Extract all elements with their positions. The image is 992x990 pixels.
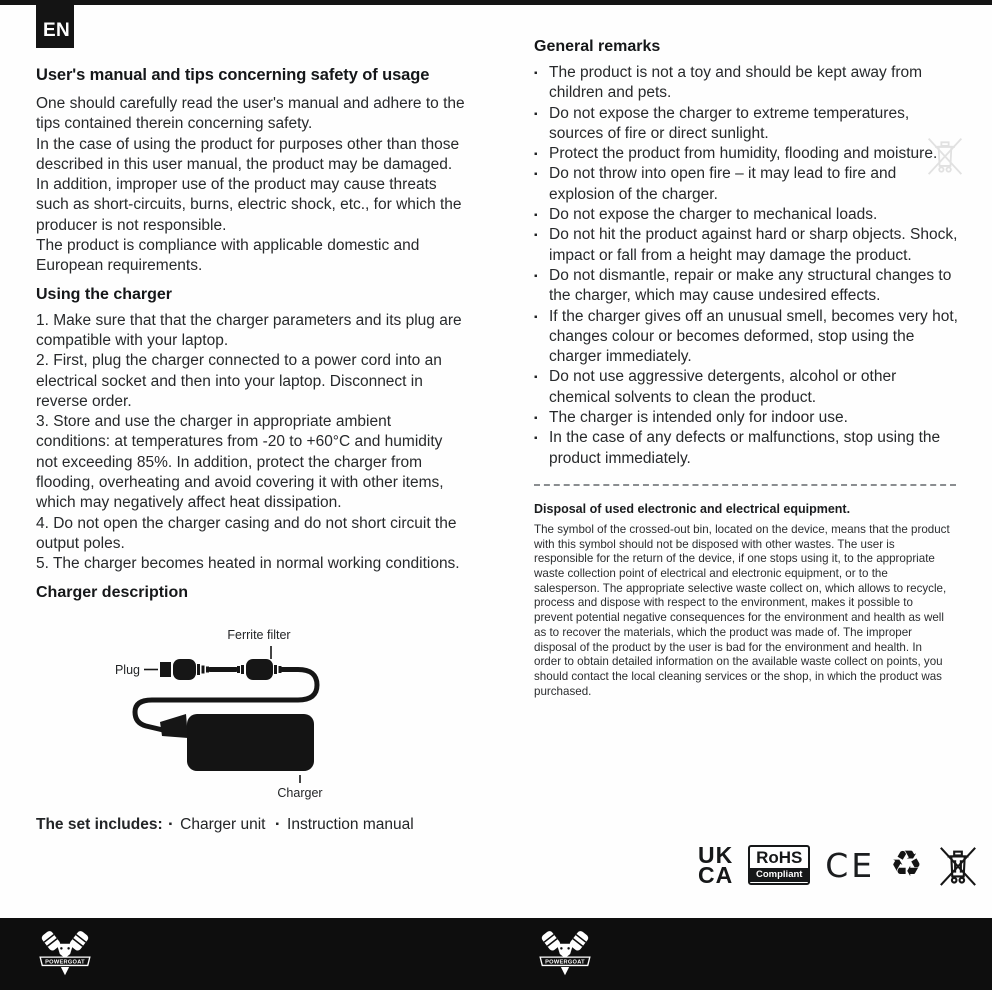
set-includes-items (169, 816, 424, 833)
goat-beard (61, 967, 69, 975)
remark-text: Do not dismantle, repair or make any structural changes to the charger, which may cause undesired effects. (549, 266, 952, 305)
footer-bar (0, 918, 992, 990)
charger-description-heading: Charger description (36, 583, 189, 601)
general-remarks-heading: General remarks (534, 38, 661, 55)
remark-text: The charger is intended only for indoor use. (549, 409, 848, 427)
intro-paragraph (36, 94, 466, 277)
language-badge (36, 5, 74, 48)
remark-item (534, 408, 958, 428)
remark-item (534, 266, 958, 307)
dc-connector (160, 714, 188, 738)
goat-head (557, 944, 574, 958)
ukca-top: UK (698, 842, 734, 868)
charger-brick (187, 714, 314, 771)
set-includes-label: The set includes: (36, 815, 163, 833)
right-column (534, 38, 958, 699)
remark-item (534, 144, 958, 164)
remark-text: Do not expose the charger to mechanical loads. (549, 206, 878, 224)
general-remarks-list (534, 63, 958, 469)
ukca-bottom: CA (698, 862, 734, 888)
powergoat-logo (534, 925, 596, 981)
manual-title: User's manual and tips concerning safety of usage (36, 66, 430, 84)
rohs-compliant-label: Compliant (750, 868, 808, 882)
left-column (36, 66, 466, 834)
intro-line: The product is compliance with applicable domestic and European requirements. (36, 237, 420, 275)
set-item: ▪ Instruction manual (275, 816, 413, 833)
rohs-mark (748, 845, 810, 885)
step-item: 5. The charger becomes heated in normal working conditions. (36, 555, 460, 573)
weee-bin-icon (937, 842, 979, 888)
ferrite-filter-label: Ferrite filter (227, 627, 291, 642)
step-item: 2. First, plug the charger connected to a power cord into an electrical socket and then into your laptop. Disconnect in reverse order. (36, 352, 442, 410)
step-item: 3. Store and use the charger in appropriate ambient conditions: at temperatures from -20 to +60°C and humidity not exceeding 85%. In addition, protect the charger from flooding, overheating and avoid covering it with other items, which may negatively affect heat dissipation. (36, 413, 444, 512)
remark-item (534, 225, 958, 266)
plug-icon (160, 659, 209, 680)
recycle-icon: ♻ (890, 844, 923, 885)
remark-text: Do not hit the product against hard or sharp objects. Shock, impact or fall from a height may damage the product. (549, 226, 958, 264)
plug-label: Plug (114, 662, 140, 677)
remark-text: The product is not a toy and should be kept away from children and pets. (549, 64, 923, 102)
disposal-heading: Disposal of used electronic and electrical equipment. (534, 501, 851, 516)
using-charger-steps (36, 311, 466, 575)
set-includes-line (36, 816, 466, 834)
ferrite-filter-icon (237, 659, 282, 680)
language-badge-label: EN (43, 20, 70, 41)
ce-mark: CE (825, 845, 876, 885)
remark-item (534, 164, 958, 205)
step-item: 1. Make sure that that the charger parameters and its plug are compatible with your laptop. (36, 311, 462, 349)
using-charger-heading: Using the charger (36, 285, 173, 303)
disposal-paragraph: The symbol of the crossed-out bin, located on the device, means that the product with this symbol should not be disposed with other wastes. The user is responsible for the return of the device, if one stops using it, to the appropriate waste collection point of electrical and electronic equipment, or to the salesperson. The appropriate selective waste collect on, which allows to recycle, process and dispose with respect to the environment, makes it possible to prevent potential negative consequences for the environment and health as well as to recover the materials, which the product was made of. The improper disposal of the product by the user is bad for the environment and health. In order to obtain detailed information on the available waste collect on points, you should contact the local cleaning services or the shop, in which the product was purchased. (534, 522, 950, 698)
remark-text: Do not use aggressive detergents, alcohol or other chemical solvents to clean the product. (549, 368, 897, 406)
remark-item (534, 205, 958, 225)
intro-line: In the case of using the product for purposes other than those described in this user manual, the product may be damaged. In addition, improper use of the product may cause threats such as short-circuits, burns, electric shock, etc., for which the producer is not responsible. (36, 135, 462, 234)
goat-head (57, 944, 74, 958)
brand-name: POWERGOAT (545, 959, 585, 966)
remark-text: If the charger gives off an unusual smell, becomes very hot, changes colour or becomes deformed, stop using the charger immediately. (549, 307, 958, 366)
remark-item (534, 104, 958, 145)
certification-badges (698, 842, 979, 888)
remark-text: Do not throw into open fire – it may lead to fire and explosion of the charger. (549, 165, 897, 203)
remark-item (534, 428, 958, 469)
weee-bin-watermark-icon (925, 133, 965, 177)
dashed-divider (534, 484, 956, 486)
charger-label: Charger (277, 785, 323, 800)
remark-item (534, 367, 958, 408)
page-top-edge (0, 0, 992, 5)
remark-text: Do not expose the charger to extreme temperatures, sources of fire or direct sunlight. (549, 104, 910, 142)
ukca-mark (698, 842, 734, 888)
powergoat-logo (34, 925, 96, 981)
step-item: 4. Do not open the charger casing and do not short circuit the output poles. (36, 514, 457, 552)
brand-name: POWERGOAT (45, 959, 85, 966)
set-item: ▪ Charger unit (169, 816, 266, 833)
rohs-label: RoHS (756, 848, 803, 867)
remark-text: Protect the product from humidity, flooding and moisture. (549, 145, 938, 163)
goat-beard (561, 967, 569, 975)
intro-line: One should carefully read the user's manual and adhere to the tips contained therein concerning safety. (36, 95, 465, 133)
remark-item (534, 307, 958, 368)
remark-text: In the case of any defects or malfunctions, stop using the product immediately. (549, 429, 941, 467)
remark-item (534, 63, 958, 104)
charger-diagram (36, 609, 466, 806)
